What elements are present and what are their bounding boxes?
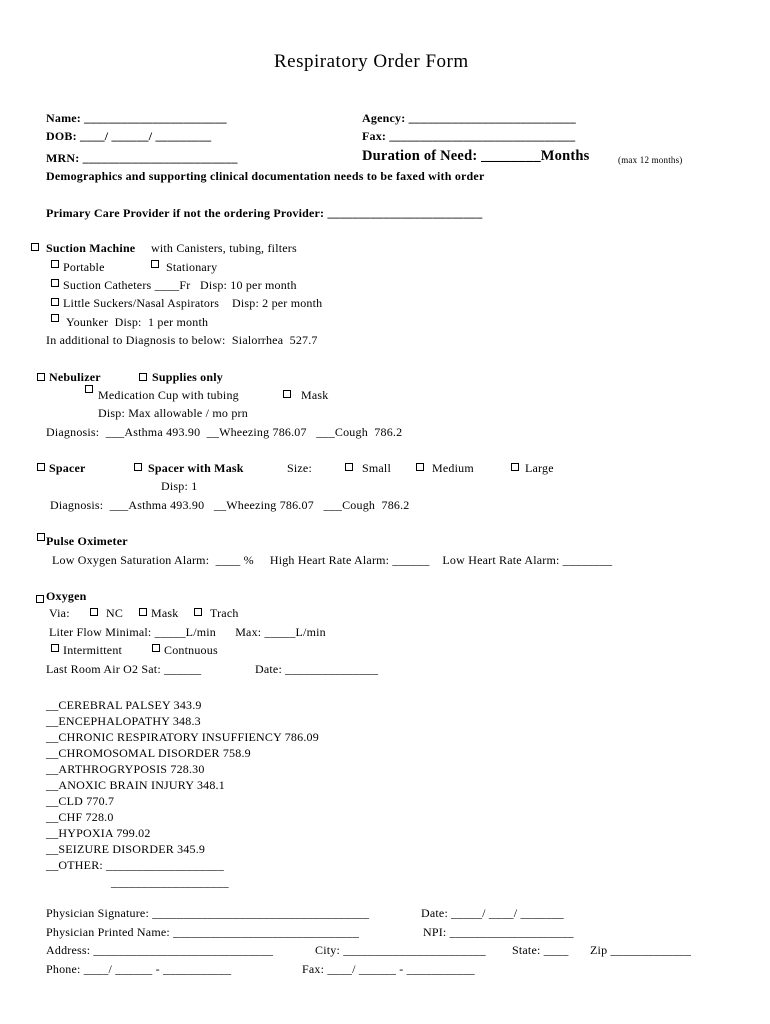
suction-machine-title: Suction Machine bbox=[46, 241, 136, 255]
physician-fax-field[interactable]: Fax: ____/ ______ - ___________ bbox=[302, 962, 475, 976]
dob-field[interactable]: DOB: ____/ ______/ _________ bbox=[46, 129, 212, 143]
stationary-label: Stationary bbox=[166, 260, 218, 274]
nebulizer-checkbox[interactable] bbox=[37, 373, 45, 381]
name-field[interactable]: Name: _______________________ bbox=[46, 111, 227, 125]
oxygen-title: Oxygen bbox=[46, 589, 87, 603]
oxygen-mask-checkbox[interactable] bbox=[139, 608, 147, 616]
pulse-oximeter-checkbox[interactable] bbox=[37, 533, 45, 541]
spacer-disp: Disp: 1 bbox=[161, 479, 198, 493]
diagnosis-item: __ANOXIC BRAIN INJURY 348.1 bbox=[46, 778, 225, 792]
physician-printed-name-field[interactable]: Physician Printed Name: ______________________________ bbox=[46, 925, 360, 939]
liter-flow-field[interactable]: Liter Flow Minimal: _____L/min Max: _____L/min bbox=[49, 625, 326, 639]
mrn-field[interactable]: MRN: _________________________ bbox=[46, 151, 238, 165]
little-suckers-label: Little Suckers/Nasal Aspirators Disp: 2 per month bbox=[63, 296, 323, 310]
intermittent-label: Intermittent bbox=[63, 643, 123, 657]
medication-cup-label: Medication Cup with tubing bbox=[98, 388, 239, 402]
fax-field[interactable]: Fax: ______________________________ bbox=[362, 129, 576, 143]
address-field[interactable]: Address: _____________________________ bbox=[46, 943, 274, 957]
npi-field[interactable]: NPI: ____________________ bbox=[423, 925, 574, 939]
supplies-only-label: Supplies only bbox=[152, 370, 223, 384]
portable-label: Portable bbox=[63, 260, 105, 274]
nebulizer-disp: Disp: Max allowable / mo prn bbox=[98, 406, 248, 420]
supplies-only-checkbox[interactable] bbox=[139, 373, 147, 381]
suction-machine-desc: with Canisters, tubing, filters bbox=[151, 241, 297, 255]
last-room-air-sat-field[interactable]: Last Room Air O2 Sat: ______ bbox=[46, 662, 202, 676]
physician-signature-field[interactable]: Physician Signature: ___________________________________ bbox=[46, 906, 370, 920]
spacer-checkbox[interactable] bbox=[37, 463, 45, 471]
pcp-field[interactable]: Primary Care Provider if not the ordering Provider: _________________________ bbox=[46, 206, 483, 220]
agency-field[interactable]: Agency: ___________________________ bbox=[362, 111, 576, 125]
phone-field[interactable]: Phone: ____/ ______ - ___________ bbox=[46, 962, 232, 976]
nebulizer-mask-checkbox[interactable] bbox=[283, 390, 291, 398]
size-medium-checkbox[interactable] bbox=[416, 463, 424, 471]
oxygen-checkbox[interactable] bbox=[36, 595, 44, 603]
oxygen-trach-checkbox[interactable] bbox=[194, 608, 202, 616]
portable-checkbox[interactable] bbox=[51, 260, 59, 268]
demographics-note: Demographics and supporting clinical documentation needs to be faxed with order bbox=[46, 169, 485, 183]
oxygen-nc-checkbox[interactable] bbox=[90, 608, 98, 616]
diagnosis-item: __CHRONIC RESPIRATORY INSUFFIENCY 786.09 bbox=[46, 730, 319, 744]
oxygen-mask-label: Mask bbox=[151, 606, 179, 620]
oxygen-trach-label: Trach bbox=[210, 606, 239, 620]
suction-catheters-label: Suction Catheters ____Fr Disp: 10 per month bbox=[63, 278, 297, 292]
pulse-oximeter-title: Pulse Oximeter bbox=[46, 534, 128, 548]
duration-of-need-field[interactable]: Duration of Need: ________Months bbox=[362, 148, 590, 164]
diagnosis-item: __ENCEPHALOPATHY 348.3 bbox=[46, 714, 201, 728]
diagnosis-item-other[interactable]: __OTHER: ___________________ bbox=[46, 858, 224, 872]
pulse-oximeter-alarms: Low Oxygen Saturation Alarm: ____ % High Heart Rate Alarm: ______ Low Heart Rate Alarm: ________ bbox=[52, 553, 613, 567]
diagnosis-item: __ARTHROGRYPOSIS 728.30 bbox=[46, 762, 205, 776]
spacer-with-mask-label: Spacer with Mask bbox=[148, 461, 244, 475]
signature-date-field[interactable]: Date: _____/ ____/ _______ bbox=[421, 906, 564, 920]
continuous-label: Contnuous bbox=[164, 643, 218, 657]
duration-note: (max 12 months) bbox=[618, 155, 683, 165]
oxygen-nc-label: NC bbox=[106, 606, 124, 620]
diagnosis-item: __CHROMOSOMAL DISORDER 758.9 bbox=[46, 746, 251, 760]
spacer-with-mask-checkbox[interactable] bbox=[134, 463, 142, 471]
oxygen-date-field[interactable]: Date: _______________ bbox=[255, 662, 379, 676]
city-field[interactable]: City: _______________________ bbox=[315, 943, 486, 957]
continuous-checkbox[interactable] bbox=[152, 644, 160, 652]
size-large-label: Large bbox=[525, 461, 554, 475]
spacer-title: Spacer bbox=[49, 461, 86, 475]
younker-checkbox[interactable] bbox=[51, 314, 59, 322]
zip-field[interactable]: Zip _____________ bbox=[590, 943, 692, 957]
size-large-checkbox[interactable] bbox=[511, 463, 519, 471]
diagnosis-item: __CLD 770.7 bbox=[46, 794, 115, 808]
page-title: Respiratory Order Form bbox=[274, 51, 469, 72]
nebulizer-mask-label: Mask bbox=[301, 388, 329, 402]
diagnosis-other-line[interactable]: ___________________ bbox=[111, 875, 229, 889]
size-small-label: Small bbox=[362, 461, 392, 475]
suction-machine-checkbox[interactable] bbox=[31, 243, 39, 251]
suction-diagnosis: In additional to Diagnosis to below: Sialorrhea 527.7 bbox=[46, 333, 318, 347]
intermittent-checkbox[interactable] bbox=[51, 644, 59, 652]
little-suckers-checkbox[interactable] bbox=[51, 298, 59, 306]
nebulizer-diagnosis: Diagnosis: ___Asthma 493.90 __Wheezing 786.07 ___Cough 786.2 bbox=[46, 425, 403, 439]
oxygen-via-label: Via: bbox=[49, 606, 70, 620]
spacer-diagnosis: Diagnosis: ___Asthma 493.90 __Wheezing 786.07 ___Cough 786.2 bbox=[50, 498, 410, 512]
diagnosis-item: __SEIZURE DISORDER 345.9 bbox=[46, 842, 206, 856]
younker-label: Younker Disp: 1 per month bbox=[66, 315, 209, 329]
spacer-size-label: Size: bbox=[287, 461, 312, 475]
diagnosis-item: __CEREBRAL PALSEY 343.9 bbox=[46, 698, 202, 712]
diagnosis-item: __HYPOXIA 799.02 bbox=[46, 826, 151, 840]
suction-catheters-checkbox[interactable] bbox=[51, 279, 59, 287]
stationary-checkbox[interactable] bbox=[151, 260, 159, 268]
medication-cup-checkbox[interactable] bbox=[85, 385, 93, 393]
nebulizer-title: Nebulizer bbox=[49, 370, 101, 384]
size-medium-label: Medium bbox=[432, 461, 474, 475]
size-small-checkbox[interactable] bbox=[345, 463, 353, 471]
diagnosis-item: __CHF 728.0 bbox=[46, 810, 114, 824]
state-field[interactable]: State: ____ bbox=[512, 943, 569, 957]
